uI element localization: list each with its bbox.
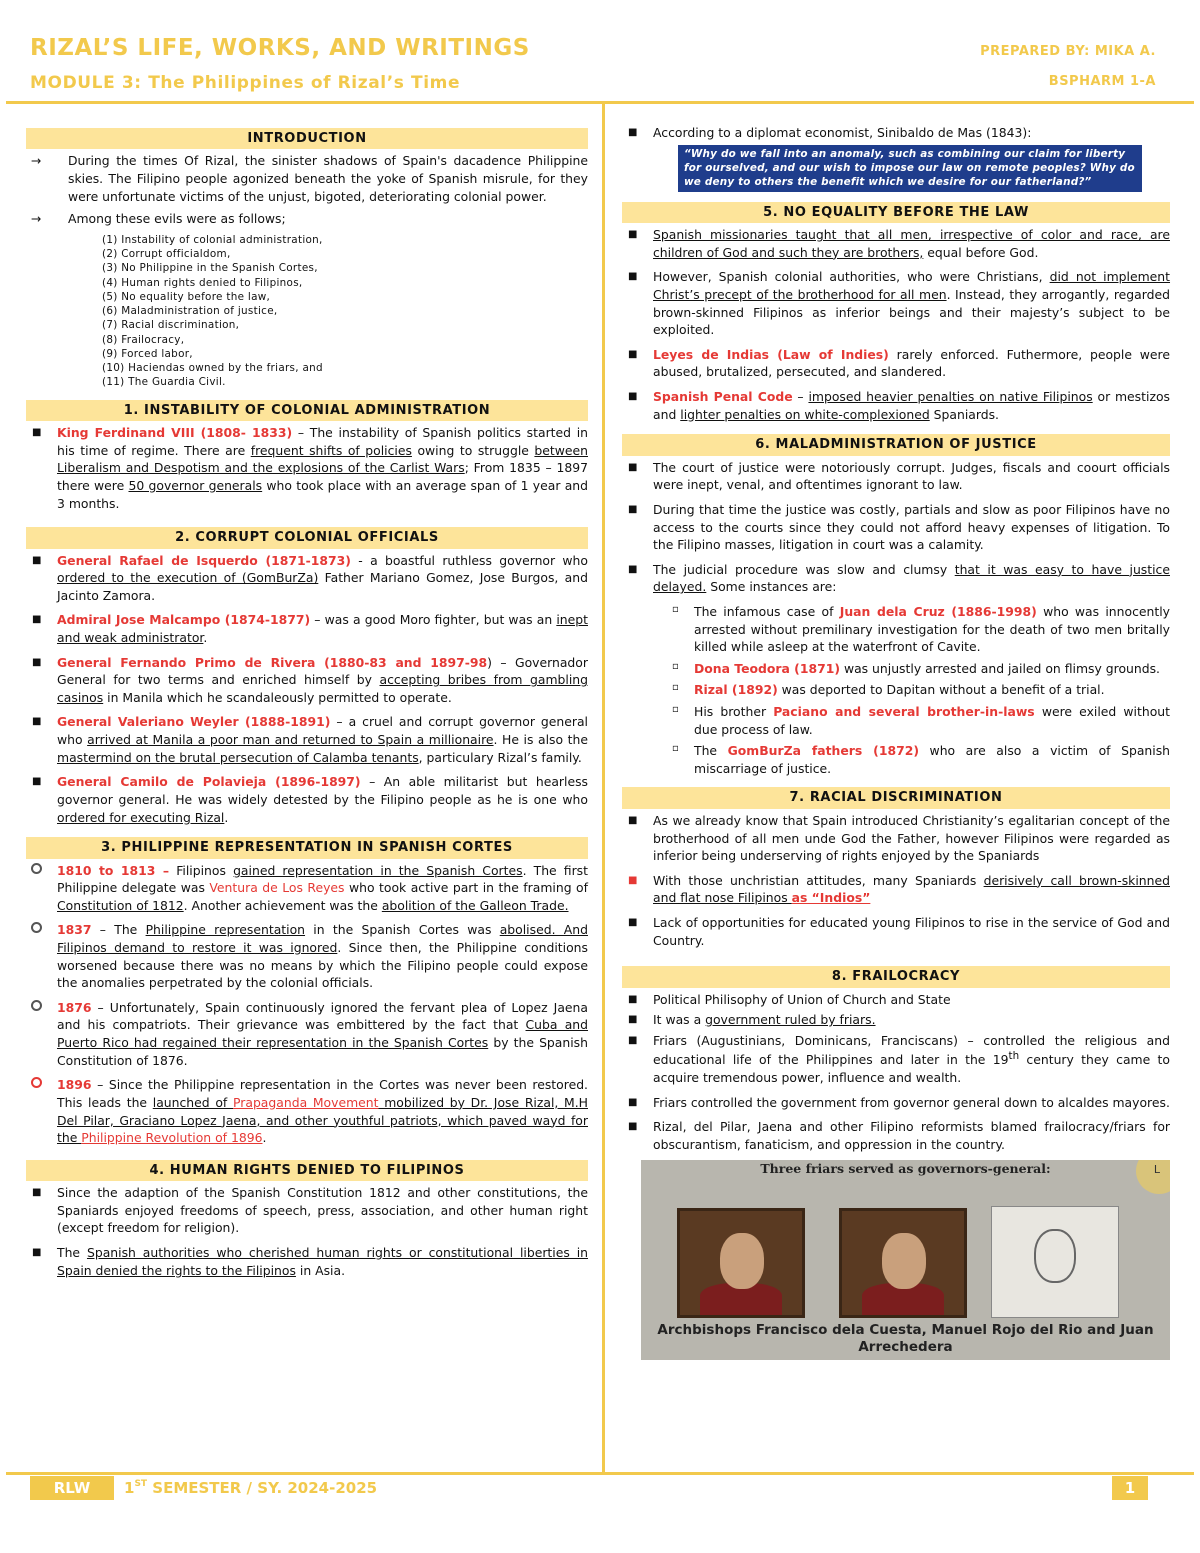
square-bullet-icon: ■ [32,1187,42,1199]
sub-list-item [622,681,1170,699]
text: . [203,630,208,646]
law-name: Leyes de Indias (Law of Indies) [653,346,889,362]
prepared-by: PREPARED BY: MIKA A. [980,44,1156,59]
text: . Since then, the Philippine conditions worsened because there was no means by which the Filipino people could expose the anomalies perpetrated by the colonial officials. [57,940,588,991]
square-bullet-icon: ■ [628,503,638,515]
text: was unjustly arrested and jailed on flimsy grounds. [840,660,1160,676]
case-name: Rizal (1892) [694,682,778,698]
list-item [622,501,1170,554]
footer-rule [6,1472,1194,1475]
underlined-text: did not implement Christ’s precept of the brotherhood for all men [653,269,1171,302]
highlighted-term: as “Indios” [791,890,871,906]
square-bullet-icon: ■ [628,874,638,886]
list-item: (8) Frailocracy, [102,333,185,346]
text: Father Mariano Gomez, Jose Burgos, and Jacinto Zamora. [57,570,588,603]
right-column [622,124,1170,1360]
hollow-square-bullet-icon: ▫ [672,682,679,694]
square-bullet-icon: ■ [32,427,42,439]
text: – An able militarist but hearless governor general. He was widely detested by the Filipino people as he is one who [57,774,588,807]
text: – The [91,922,146,938]
portrait-face [720,1233,764,1289]
underlined-text: derisively call brown-skinned and flat nose Filipinos [653,872,1170,906]
text: Some instances are: [706,579,837,595]
list-item [622,346,1170,381]
sub-list-item [622,703,1170,738]
person-name: General Fernando Primo de Rivera (1880-83 and 1897-98 [57,654,488,670]
list-item [26,773,588,826]
corner-letter: L [1153,1162,1160,1176]
square-bullet-icon: ■ [32,776,42,788]
list-item: (3) No Philippine in the Spanish Cortes, [102,262,318,275]
list-item [26,1076,588,1146]
text: Since the adaption of the Spanish Constitution 1812 and other constitutions, the Spaniards enjoyed freedoms of speech, press, association, and other human right (except freedom for religion). [57,1185,588,1236]
module-subtitle: MODULE 3: The Philippines of Rizal’s Time [30,73,461,93]
year-label: 1896 [57,1077,92,1093]
text: . He is also the [493,732,588,748]
list-item [26,1244,588,1279]
arrow-icon: → [31,153,42,169]
section-heading-instability: 1. INSTABILITY OF COLONIAL ADMINISTRATION [26,400,588,421]
square-bullet-icon: ■ [628,1096,638,1108]
ring-bullet-icon [31,922,42,933]
underlined-text: Spanish authorities who cherished human rights or constitutional liberties in Spain denied the rights to the Filipinos [57,1245,589,1278]
person-name: General Camilo de Polavieja (1896-1897) [57,774,361,790]
text: Political Philisophy of Union of Church and State [653,991,951,1007]
text: – was a good Moro fighter, but was an [310,612,557,628]
portrait-face [1034,1229,1076,1283]
underlined-text: between Liberalism and Despotism and the explosions of the Carlist Wars [57,442,588,476]
square-bullet-icon: ■ [32,614,42,626]
text: in Manila which he scandaleously permitted to operate. [103,689,452,705]
portrait-frame [839,1208,967,1318]
text: . [224,809,229,825]
ring-bullet-icon [31,1000,42,1011]
text: . The first Philippine delegate was [57,862,589,896]
square-bullet-icon: ■ [628,348,638,360]
text: Lack of opportunities for educated young Filipinos to rise in the service of God and Country. [653,914,1170,948]
list-item: (2) Corrupt officialdom, [102,248,231,261]
column-divider [602,104,605,1472]
text: The [694,743,728,759]
portrait-face [882,1233,926,1289]
underlined-text: inept and weak administrator [57,612,588,646]
text: . [262,1130,267,1146]
square-bullet-icon: ■ [628,814,638,826]
text: . Instead, they arrogantly, regarded brown-skinned Filipinos as inferior beings and their majesty’s subject to be exploited. [653,286,1170,338]
person-name: King Ferdinand VIII (1808- 1833) [57,425,293,441]
text: – Unfortunately, Spain continuously ignored the fervant plea of Lopez Jaena and his compatriots. Their grievance was embittered by the fact that [57,999,588,1033]
underlined-text: imposed heavier penalties on native Filipinos [808,389,1093,405]
page-number: 1 [1112,1476,1148,1500]
semester-text: SEMESTER / SY. 2024-2025 [147,1479,378,1497]
square-bullet-icon: ■ [628,127,638,138]
list-item: (9) Forced labor, [102,347,193,360]
evils-list [26,233,588,390]
list-item [622,914,1170,949]
hollow-square-bullet-icon: ▫ [672,660,679,672]
text: who was innocently arrested without premilinary investigation for the death of two men britally killed while asleep at the waterfront of Cavite. [694,603,1171,655]
underlined-text: that it was easy to have justice delayed. [653,561,1170,595]
portrait-frame [677,1208,805,1318]
portrait-sketch [991,1206,1119,1318]
text: or mestizos and [653,389,1170,422]
text: Filipinos [169,862,234,878]
arrow-icon: → [31,211,42,227]
semester-number: 1 [124,1479,135,1497]
text: century they came to acquire tremendous power, influence and wealth. [653,1052,1170,1086]
square-bullet-icon: ■ [628,1034,638,1046]
image-caption: Archbishops Francisco dela Cuesta, Manuel Rojo del Rio and Juan Arrechedera [657,1321,1154,1355]
header-rule [6,101,1194,104]
image-title: Three friars served as governors-general: [760,1160,1051,1176]
case-name: Juan dela Cruz (1886-1998) [839,603,1037,619]
underlined-text: Philippine representation [145,922,306,938]
footer-semester [124,1476,377,1500]
text: It was a [653,1012,706,1028]
footer-tag: RLW [30,1476,114,1500]
text: rarely enforced. Futhermore, people were abused, brutalized, persecuted, and slandered. [653,346,1170,380]
list-item [26,999,588,1069]
list-item: (7) Racial discrimination, [102,319,240,332]
text: According to a diplomat economist, Sinibaldo de Mas (1843): [653,125,1032,140]
text: who are also a victim of Spanish miscarriage of justice. [694,743,1171,776]
list-item [622,991,1170,1009]
list-item [26,1184,588,1237]
left-column [26,128,588,1286]
underlined-text: Spanish missionaries taught that all men, irrespective of color and race, are children of God and such they are brothers, [653,227,1170,260]
text: by the Spanish Constitution of 1876. [57,1035,588,1068]
text: Rizal, del Pilar, Jaena and other Filipino reformists blamed frailocracy/friars for obscurantism, fanaticism, and oppression in the country. [653,1119,1170,1152]
text: The judicial procedure was slow and clumsy [653,561,955,577]
underlined-text: government ruled by friars. [705,1012,876,1028]
hollow-square-bullet-icon: ▫ [672,743,679,755]
text: who took place with an average span of 1 year and 3 months. [57,477,589,511]
list-item [26,713,588,766]
text: – The instability of Spanish politics started in his time of regime. There are [57,425,589,458]
person-name: General Rafael de Isquerdo (1871-1873) [57,552,351,568]
square-bullet-icon: ■ [628,271,638,283]
text: – Since the Philippine representation in the Cortes was never been restored. This leads the [57,1077,588,1110]
square-bullet-icon: ■ [32,716,42,728]
page-title: RIZAL’S LIFE, WORKS, AND WRITINGS [30,35,530,61]
square-bullet-icon: ■ [32,656,42,668]
square-bullet-icon: ■ [32,1247,42,1258]
section-heading-corrupt-officials: 2. CORRUPT COLONIAL OFFICIALS [26,527,588,548]
text: , particulary Rizal’s family. [418,749,582,765]
intro-paragraph [26,210,588,228]
text: Spaniards. [929,406,999,422]
text: ; From 1835 – 1897 there were [57,460,589,493]
sub-list-item [622,603,1170,656]
highlighted-name: Philippine Revolution of 1896 [81,1130,263,1146]
list-item [622,872,1170,907]
list-item [622,812,1170,865]
person-name: General Valeriano Weyler (1888-1891) [57,714,331,730]
underlined-text: arrived at Manila a poor man and returned to Spain a millionaire [87,732,494,748]
section-heading-racial: 7. RACIAL DISCRIMINATION [622,787,1170,808]
person-name: Admiral Jose Malcampo (1874-1877) [57,612,311,628]
intro-paragraph [26,152,588,205]
underlined-text: mastermind on the brutal persecution of Calamba tenants [57,749,419,765]
hollow-square-bullet-icon: ▫ [672,603,679,615]
hollow-square-bullet-icon: ▫ [672,704,679,715]
intro-text: During the times Of Rizal, the sinister shadows of Spain's dacadence Philippine skies. The Filipino people agonized beneath the yoke of Spanish misrule, for they were unfortunate victims of the unjust, bigoted, deteriorating colonial power. [68,153,588,204]
section-heading-justice: 6. MALADMINISTRATION OF JUSTICE [622,434,1170,455]
section-heading-human-rights: 4. HUMAN RIGHTS DENIED TO FILIPINOS [26,1160,588,1181]
list-item: (11) The Guardia Civil. [102,376,226,389]
underlined-text: accepting bribes from gambling casinos [57,672,588,705]
list-item [622,561,1170,596]
underlined-text: frequent shifts of policies [250,442,412,458]
text: – [792,389,809,405]
list-item [26,654,588,707]
text: – a cruel and corrupt governor general who [57,714,588,748]
underlined-text: Constitution of 1812 [57,897,184,913]
text: owing to struggle [411,442,535,458]
year-label: 1837 [57,922,92,938]
list-item [622,268,1170,338]
text: His brother [694,704,774,719]
square-bullet-icon: ■ [628,461,638,473]
text: The [57,1245,87,1260]
sub-list-item [622,742,1170,777]
list-item [622,1032,1170,1087]
underlined-text: lighter penalties on white-complexioned [680,406,930,422]
text: During that time the justice was costly, partials and slow as poor Filipinos have no access to the courts since they could not afford heavy expenses of litigation. To the Filipino masses, litigation in court was a calamity. [653,501,1170,553]
square-bullet-icon: ■ [628,1121,638,1133]
text: who took active part in the framing of [344,880,588,896]
text: Friars (Augustinians, Dominicans, Franciscans) – controlled the religious and educational life of the Philippines and later in the 19 [653,1032,1170,1068]
superscript: th [1008,1050,1020,1063]
underlined-text: mobilized by Dr. Jose Rizal, M.H Del Pilar, Graciano Lopez Jaena, and other youthful patriots, which paved wayd for the [57,1094,588,1146]
list-item: (6) Maladministration of justice, [102,305,278,318]
ring-bullet-icon [31,1077,42,1088]
list-item: (1) Instability of colonial administration, [102,233,323,246]
underlined-text: abolition of the Galleon Trade. [381,897,569,913]
highlighted-name: Ventura de Los Reyes [209,880,345,896]
underlined-text: ordered to the execution of (GomBurZa) [57,570,319,586]
year-label: 1876 [57,999,92,1015]
text: was deported to Dapitan without a benefit of a trial. [777,682,1105,698]
text: were exiled without due process of law. [694,704,1170,737]
highlighted-name: Prapaganda Movement [233,1094,379,1110]
case-name: Paciano and several brother-in-laws [773,704,1035,719]
text: equal before God. [923,244,1039,260]
friars-portrait-image [641,1160,1170,1360]
text: in the Spanish Cortes was [305,922,500,938]
text: ) – Governador General for two terms and enriched himself by [57,654,588,688]
square-bullet-icon: ■ [628,391,638,403]
square-bullet-icon: ■ [32,554,42,566]
square-bullet-icon: ■ [628,916,638,928]
text: The infamous case of [694,603,840,619]
list-item [622,388,1170,423]
underlined-text: abolised. And Filipinos demand to restore it was ignored [57,922,588,956]
text: . Another achievement was the [183,897,382,913]
square-bullet-icon: ■ [628,993,638,1005]
list-item: (5) No equality before the law, [102,290,271,303]
sub-list-item [622,660,1170,678]
text: in Asia. [295,1262,346,1278]
section-heading-frailocracy: 8. FRAILOCRACY [622,966,1170,987]
text: However, Spanish colonial authorities, who were Christians, [653,269,1050,285]
semester-suffix: ST [134,1479,148,1489]
list-item [622,459,1170,494]
text: As we already know that Spain introduced Christianity’s egalitarian concept of the brotherhood of all men unde God the Father, however Filipinos were regarded as inferior being underserving of rights enjoyed by the Spaniards [653,812,1170,864]
underlined-text: ordered for executing Rizal [57,809,225,825]
section-heading-introduction: INTRODUCTION [26,128,588,149]
law-name: Spanish Penal Code [653,389,793,405]
list-item [26,552,588,605]
list-item [26,611,588,646]
square-bullet-icon: ■ [628,563,638,575]
list-item [622,1094,1170,1112]
list-item [26,862,588,915]
list-item [622,1118,1170,1153]
list-item [622,226,1170,261]
quote-box: “Why do we fall into an anomaly, such as combining our claim for liberty for ourselved, and our wish to impose our law on remote peoples? Why do we deny to others the benefit which we desire for our fatherland?” [678,145,1142,192]
underlined-text: Cuba and Puerto Rico had regained their representation in the Spanish Cortes [57,1017,589,1051]
square-bullet-icon: ■ [628,229,638,241]
text: Friars controlled the government from governor general down to alcaldes mayores. [653,1094,1170,1110]
case-name: GomBurZa fathers (1872) [727,743,919,759]
year-label: 1810 to 1813 – [57,862,170,878]
text: The court of justice were notoriously corrupt. Judges, fiscals and coourt officials were inept, venal, and oftentimes ignorant to law. [653,459,1170,493]
underlined-text: launched of [152,1094,233,1110]
text: - a boastful ruthless governor who [350,552,588,568]
list-item [26,921,588,991]
square-bullet-icon: ■ [628,1014,638,1026]
list-item: (4) Human rights denied to Filipinos, [102,276,303,289]
list-item [622,1011,1170,1029]
text: With those unchristian attitudes, many Spaniards [653,872,984,888]
list-item [622,124,1170,142]
underlined-text: 50 governor generals [128,477,263,493]
case-name: Dona Teodora (1871) [694,660,840,676]
course-label: BSPHARM 1-A [1048,74,1156,89]
section-heading-representation: 3. PHILIPPINE REPRESENTATION IN SPANISH CORTES [26,837,588,858]
intro-text: Among these evils were as follows; [68,211,286,227]
ring-bullet-icon [31,863,42,874]
underlined-text: gained representation in the Spanish Cortes [233,862,523,878]
list-item: (10) Haciendas owned by the friars, and [102,362,323,375]
list-item [26,424,588,512]
section-heading-equality: 5. NO EQUALITY BEFORE THE LAW [622,202,1170,223]
